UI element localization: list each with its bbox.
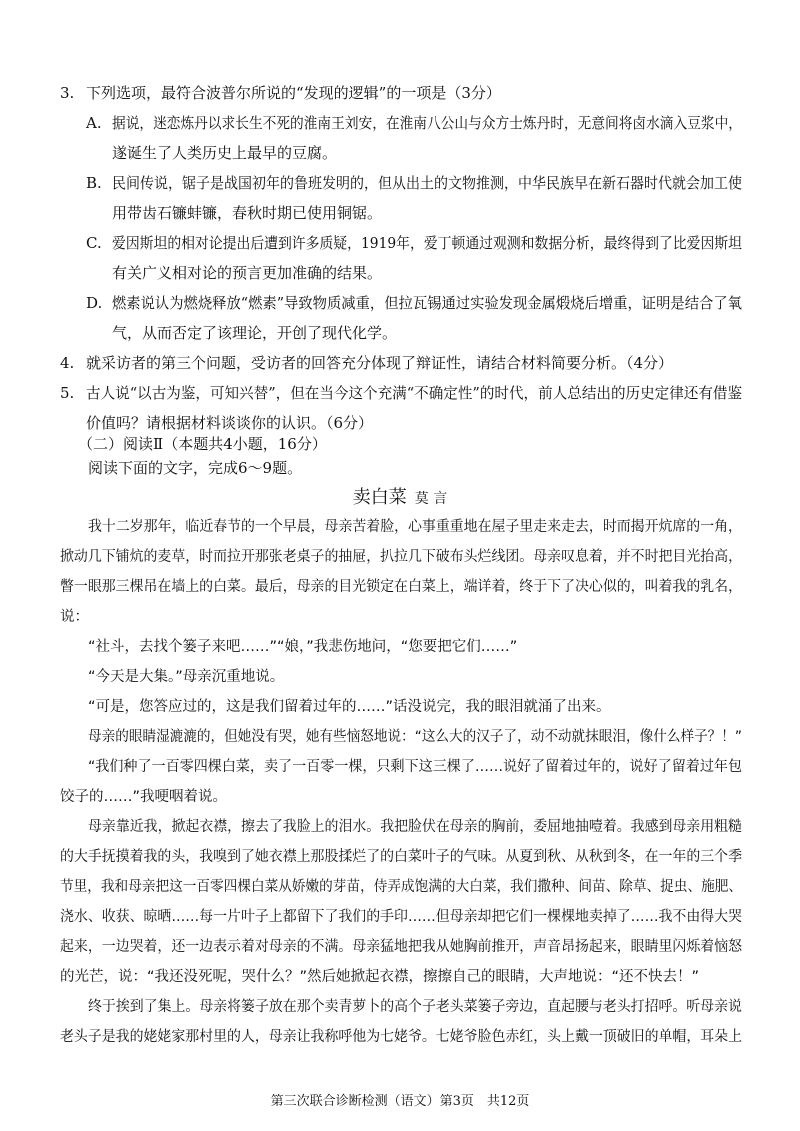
question-5-line-1: 古人说“以古为鉴，可知兴替”，但在当今这个充满“不确定性”的时代，前人总结出的历史定律还有借鉴: [86, 384, 743, 402]
story-line: 的大手抚摸着我的头，我嗅到了她衣襟上那股揉烂了的白菜叶子的气味。从夏到秋、从秋到冬，在一年的三个季: [60, 849, 743, 865]
option-b-line-1: 民间传说，锯子是战国初年的鲁班发明的，但从出土的文物推测，中华民族早在新石器时代就会加工使: [112, 174, 742, 192]
question-3-number: 3.: [60, 84, 75, 102]
option-d-line-2: 气，从而否定了该理论，开创了现代化学。: [112, 324, 398, 342]
story-line: 浇水、收获、晾晒……每一片叶子上都留下了我们的手印……但母亲却把它们一棵棵地卖掉了……我不由得大哭: [60, 909, 743, 925]
option-a-label: A.: [86, 114, 102, 132]
story-line: “可是，您答应过的，这是我们留着过年的……”话没说完，我的眼泪就涌了出来。: [88, 699, 611, 715]
story-line: 瞥一眼那三棵吊在墙上的白菜。最后，母亲的目光锁定在白菜上，端详着，终于下了决心似的，叫着我的乳名，: [60, 579, 743, 595]
story-line: 终于挨到了集上。母亲将篓子放在那个卖青萝卜的高个子老头菜篓子旁边，直起腰与老头打招呼。听母亲说: [88, 999, 742, 1015]
section-heading: （二）阅读Ⅱ（本题共4小题，16分）: [78, 435, 327, 453]
story-line: “社斗，去找个篓子来吧……”“娘，”我悲伤地问，“您要把它们……”: [88, 639, 518, 655]
story-line: 的光芒，说：“我还没死呢，哭什么？”然后她掀起衣襟，擦擦自己的眼睛，大声地说：“还不快去！”: [60, 969, 700, 985]
question-5-number: 5.: [60, 384, 75, 402]
story-line: “今天是大集。”母亲沉重地说。: [88, 669, 285, 685]
story-title-line: [0, 484, 800, 513]
story-line: 起来，一边哭着，还一边表示着对母亲的不满。母亲猛地把我从她胸前推开，声音昂扬起来，眼睛里闪烁着恼怒: [60, 939, 743, 955]
option-d-line-1: 燃素说认为燃烧释放“燃素”导致物质减重，但拉瓦锡通过实验发现金属煅烧后增重，证明是结合了氧: [112, 294, 742, 312]
section-instruction: 阅读下面的文字，完成6～9题。: [88, 459, 303, 477]
option-a-line-2: 遂诞生了人类历史上最早的豆腐。: [112, 144, 338, 162]
story-title: 卖白菜: [352, 487, 407, 508]
story-line: 饺子的……”我哽咽着说。: [60, 789, 228, 805]
story-line: 说：: [60, 609, 89, 625]
story-line: 掀动几下铺炕的麦草，时而拉开那张老桌子的抽屉，扒拉几下破布头烂线团。母亲叹息着，并不时把目光抬高，: [60, 549, 743, 565]
story-line: 老头子是我的姥姥家那村里的人，母亲让我称呼他为七姥爷。七姥爷脸色赤红，头上戴一顶破旧的单帽，耳朵上: [60, 1029, 743, 1045]
story-line: 母亲靠近我，掀起衣襟，擦去了我脸上的泪水。我把脸伏在母亲的胸前，委屈地抽噎着。我感到母亲用粗糙: [88, 819, 742, 835]
question-4-number: 4.: [60, 354, 75, 372]
option-c-line-1: 爱因斯坦的相对论提出后遭到许多质疑，1919年，爱丁顿通过观测和数据分析，最终得到了比爱因斯坦: [112, 234, 742, 252]
story-line: 母亲的眼睛湿漉漉的，但她没有哭，她有些恼怒地说：“这么大的汉子了，动不动就抹眼泪，像什么样子？！”: [88, 729, 742, 745]
question-4-stem: 就采访者的第三个问题，受访者的回答充分体现了辩证性，请结合材料简要分析。（4分）: [86, 354, 674, 372]
story-author: 莫 言: [414, 491, 448, 507]
option-d-label: D.: [86, 294, 103, 312]
story-line: “我们种了一百零四棵白菜，卖了一百零一棵，只剩下这三棵了……说好了留着过年的，说好了留着过年包: [88, 759, 743, 775]
page-footer: 第三次联合诊断检测（语文）第3页 共12页: [270, 1094, 530, 1109]
story-line: 我十二岁那年，临近春节的一个早晨，母亲苦着脸，心事重重地在屋子里走来走去，时而揭开炕席的一角，: [88, 519, 742, 535]
option-a-line-1: 据说，迷恋炼丹以求长生不死的淮南王刘安，在淮南八公山与众方士炼丹时，无意间将卤水滴入豆浆中，: [112, 114, 742, 132]
story-line: 节里，我和母亲把这一百零四棵白菜从娇嫩的芽苗，侍弄成饱满的大白菜，我们撒种、间苗、除草、捉虫、施肥、: [60, 879, 743, 895]
option-b-line-2: 用带齿石镰蚌镰，春秋时期已使用铜锯。: [112, 204, 383, 222]
question-3-stem: 下列选项，最符合波普尔所说的“发现的逻辑”的一项是（3分）: [86, 84, 501, 102]
option-c-line-2: 有关广义相对论的预言更加准确的结果。: [112, 264, 383, 282]
question-5-line-2: 价值吗？请根据材料谈谈你的认识。（6分）: [86, 414, 374, 432]
option-c-label: C.: [86, 234, 102, 252]
option-b-label: B.: [86, 174, 102, 192]
